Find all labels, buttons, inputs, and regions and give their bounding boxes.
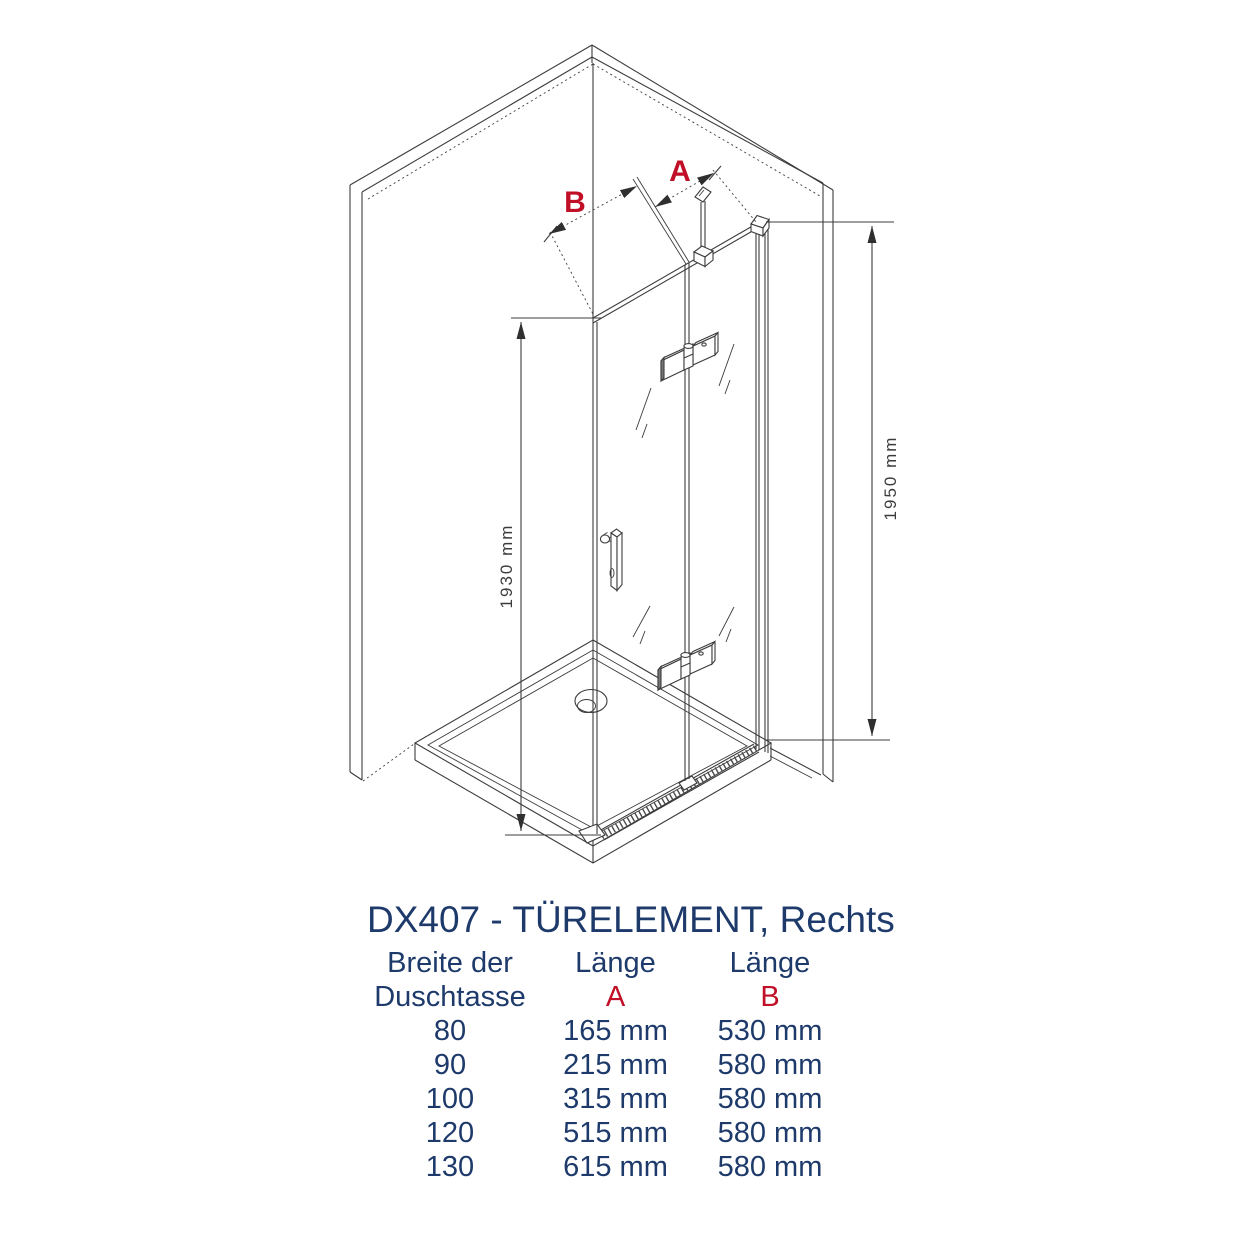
dimension-b: [544, 177, 689, 316]
glass-shine-marks: [633, 344, 734, 644]
col1-header-line2: Duschtasse: [374, 981, 526, 1013]
row-length-a: 615 mm: [563, 1151, 668, 1183]
row-length-a: 515 mm: [563, 1117, 668, 1149]
row-width: 130: [425, 1151, 475, 1183]
row-width: 100: [425, 1083, 475, 1115]
support-bar: [694, 187, 713, 267]
dimension-1930: [497, 318, 601, 835]
col2-header-line1: Länge: [575, 947, 656, 979]
col3-header-line1: Länge: [729, 947, 811, 979]
row-length-b: 580 mm: [717, 1049, 823, 1081]
fixed-panel-post: [751, 216, 769, 754]
row-length-b: 530 mm: [717, 1015, 823, 1047]
col3-header-letter: B: [760, 981, 780, 1013]
spec-table: [368, 946, 841, 1184]
left-wall: [350, 45, 593, 780]
row-length-b: 580 mm: [717, 1083, 823, 1115]
row-length-a: 165 mm: [563, 1015, 668, 1047]
wall-corner-edge: [592, 45, 593, 846]
row-length-a: 215 mm: [563, 1049, 668, 1081]
page-title: DX407 - TÜRELEMENT, Rechts: [367, 899, 895, 940]
dim-1930-label: 1930 mm: [497, 523, 516, 609]
right-wall: [592, 45, 833, 782]
row-width: 90: [433, 1049, 467, 1081]
dim-a-label: A: [669, 155, 691, 188]
hinge-bottom: [658, 642, 715, 691]
row-width: 120: [425, 1117, 475, 1149]
floor-lines: [363, 744, 821, 781]
col2-header-letter: A: [605, 981, 626, 1013]
row-length-b: 580 mm: [717, 1151, 823, 1183]
drain: [575, 690, 607, 713]
dim-1950-label: 1950 mm: [881, 435, 900, 521]
row-length-b: 580 mm: [717, 1117, 823, 1149]
col1-header-line1: Breite der: [387, 947, 513, 979]
row-length-a: 315 mm: [563, 1083, 668, 1115]
door-handle: [600, 529, 622, 591]
dim-b-label: B: [564, 186, 586, 219]
row-width: 80: [433, 1015, 467, 1047]
